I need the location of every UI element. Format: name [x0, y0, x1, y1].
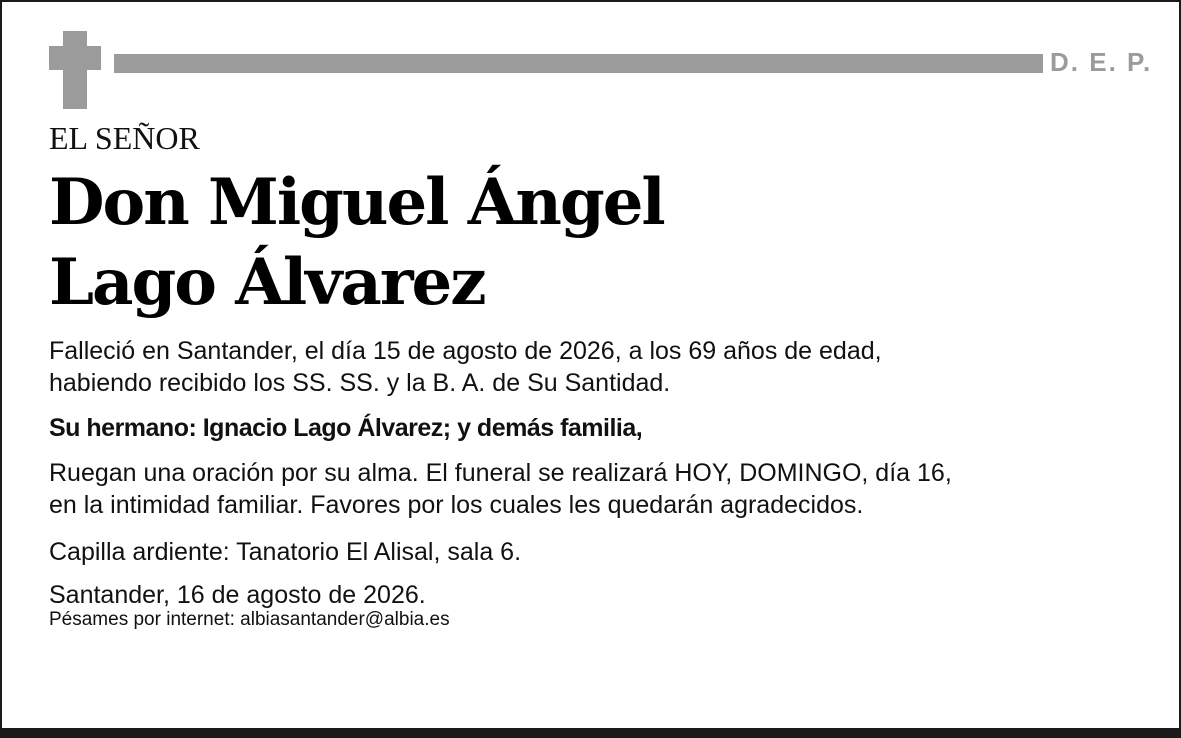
death-line1: Falleció en Santander, el día 15 de agosto de 2026, a los 69 años de edad,	[49, 337, 882, 365]
honorific-title: EL SEÑOR	[49, 120, 200, 156]
family-line: Su hermano: Ignacio Lago Álvarez; y demás familia,	[49, 414, 643, 442]
place-date-line: Santander, 16 de agosto de 2026.	[49, 581, 426, 609]
cross-icon-bar	[49, 46, 101, 70]
prayer-notice	[49, 457, 952, 521]
dep-label: D. E. P.	[1050, 47, 1153, 77]
header-rule	[114, 54, 1043, 73]
cross-icon	[63, 31, 87, 109]
deceased-name-line1: Don Miguel Ángel	[49, 165, 664, 240]
prayer-line2: en la intimidad familiar. Favores por los cuales les quedarán agradecidos.	[49, 491, 864, 519]
chapel-line: Capilla ardiente: Tanatorio El Alisal, sala 6.	[49, 538, 522, 566]
death-notice	[49, 335, 882, 399]
deceased-name	[49, 163, 664, 323]
deceased-name-line2: Lago Álvarez	[49, 245, 485, 320]
death-line2: habiendo recibido los SS. SS. y la B. A. de Su Santidad.	[49, 369, 671, 397]
prayer-line1: Ruegan una oración por su alma. El funeral se realizará HOY, DOMINGO, día 16,	[49, 459, 952, 487]
condolences-line: Pésames por internet: albiasantander@albia.es	[49, 609, 450, 630]
